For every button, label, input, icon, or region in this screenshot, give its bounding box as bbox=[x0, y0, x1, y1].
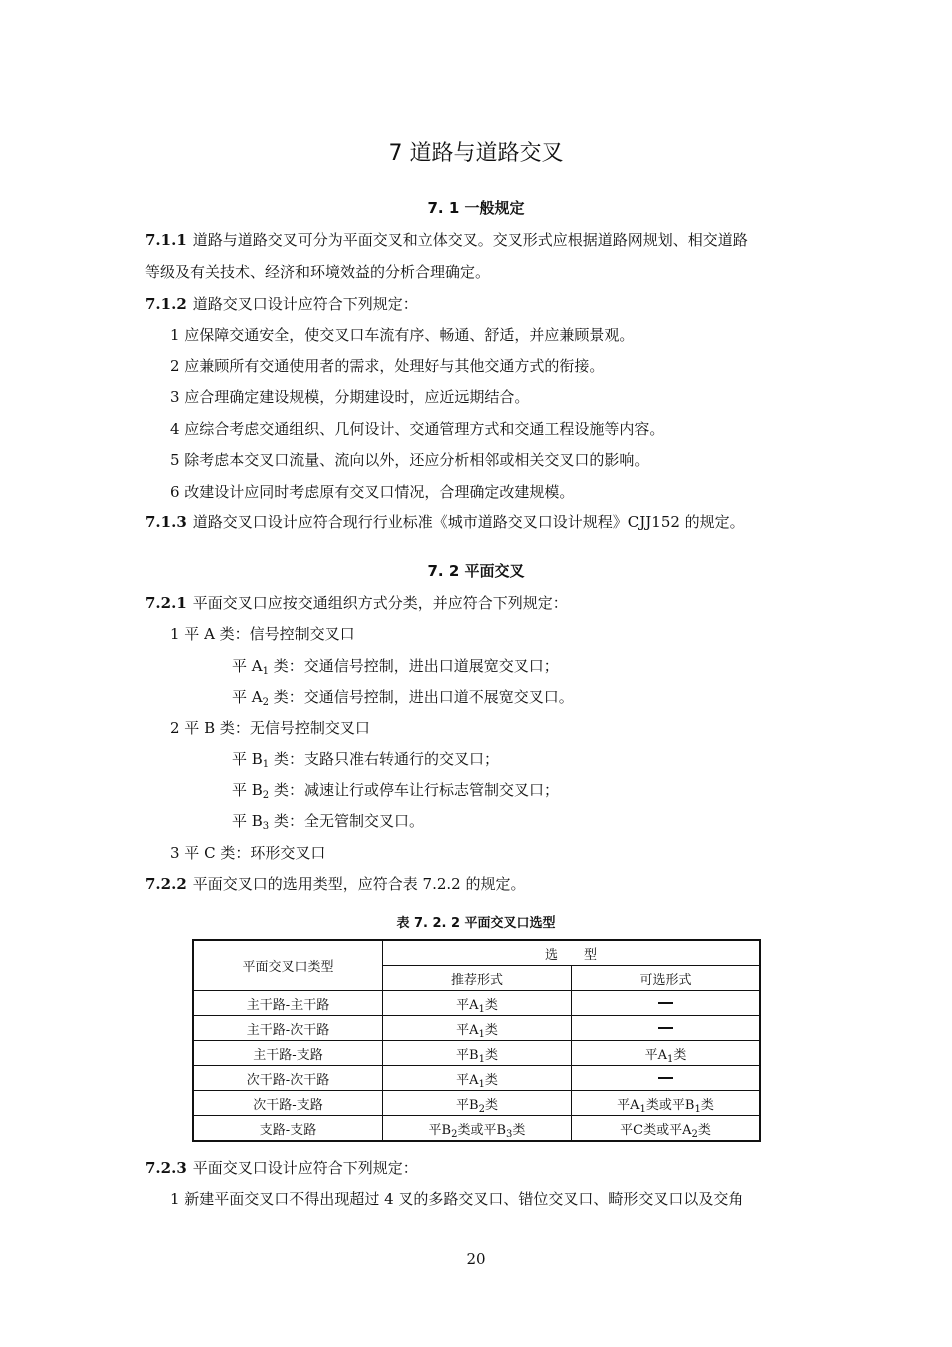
cell-type: 次干路-次干路 bbox=[193, 1066, 383, 1091]
cell-type: 主干路-主干路 bbox=[193, 991, 383, 1016]
list-item: 4 应综合考虑交通组织、几何设计、交通管理方式和交通工程设施等内容。 bbox=[170, 420, 665, 438]
sub-item-b2: 平 $B_2$ 类：减速让行或停车让行标志管制交叉口； bbox=[232, 781, 559, 801]
table-row bbox=[193, 1091, 760, 1116]
table-row bbox=[193, 1016, 760, 1041]
sub-item-b1: 平 $B_1$ 类：支路只准右转通行的交叉口； bbox=[232, 750, 499, 770]
list-item: 5 除考虑本交叉口流量、流向以外，还应分析相邻或相关交叉口的影响。 bbox=[170, 451, 650, 469]
table-row bbox=[193, 1041, 760, 1066]
dash-mark bbox=[658, 1002, 673, 1004]
table-header-row bbox=[193, 940, 760, 966]
chapter-title: 7 道路与道路交叉 bbox=[388, 141, 564, 166]
cell-type: 主干路-次干路 bbox=[193, 1016, 383, 1041]
clause-text: 道路交叉口设计应符合现行行业标准《城市道路交叉口设计规程》CJJ152 的规定。 bbox=[192, 513, 745, 531]
cell-optional bbox=[572, 1016, 761, 1041]
list-item: 1 应保障交通安全，使交叉口车流有序、畅通、舒适，并应兼顾景观。 bbox=[170, 326, 635, 344]
clause-number: 7.1.3 bbox=[145, 513, 187, 531]
clause-text: 平面交叉口应按交通组织方式分类，并应符合下列规定： bbox=[192, 594, 568, 612]
cell-recommended: 平$B_2$类或平$B_3$类 bbox=[383, 1116, 572, 1142]
cell-optional: 平C类或平$A_2$类 bbox=[572, 1116, 761, 1142]
cell-type: 主干路-支路 bbox=[193, 1041, 383, 1066]
cell-optional: 平$A_1$类或平$B_1$类 bbox=[572, 1091, 761, 1116]
cell-recommended: 平$B_2$类 bbox=[383, 1091, 572, 1116]
list-item: 2 应兼顾所有交通使用者的需求，处理好与其他交通方式的衔接。 bbox=[170, 357, 605, 375]
cell-recommended: 平$B_1$类 bbox=[383, 1041, 572, 1066]
clause-number: 7.1.1 bbox=[145, 231, 187, 249]
header-optional: 可选形式 bbox=[572, 966, 761, 991]
clause-7-1-3 bbox=[145, 512, 745, 532]
clause-7-1-1-line2: 等级及有关技术、经济和环境效益的分析合理确定。 bbox=[145, 263, 491, 281]
clause-7-2-2 bbox=[145, 874, 525, 894]
sub-item-b3: 平 $B_3$ 类：全无管制交叉口。 bbox=[232, 812, 424, 832]
header-type: 平面交叉口类型 bbox=[193, 940, 383, 991]
clause-7-2-1 bbox=[145, 593, 568, 613]
cell-optional bbox=[572, 1066, 761, 1091]
sub-item-a2: 平 $A_2$ 类：交通信号控制，进出口道不展宽交叉口。 bbox=[232, 688, 574, 708]
clause-7-2-3 bbox=[145, 1158, 418, 1178]
cell-recommended: 平$A_1$类 bbox=[383, 1016, 572, 1041]
clause-number: 7.2.1 bbox=[145, 594, 187, 612]
clause-text: 道路交叉口设计应符合下列规定： bbox=[192, 295, 418, 313]
clause-number: 7.2.3 bbox=[145, 1159, 187, 1177]
dash-mark bbox=[658, 1077, 673, 1079]
clause-7-1-2 bbox=[145, 294, 418, 314]
selection-table bbox=[192, 939, 761, 1142]
clause-text: 平面交叉口设计应符合下列规定： bbox=[192, 1159, 418, 1177]
cell-recommended: 平$A_1$类 bbox=[383, 1066, 572, 1091]
table-row bbox=[193, 1116, 760, 1142]
clause-7-1-1-line1 bbox=[145, 230, 748, 250]
cell-optional: 平$A_1$类 bbox=[572, 1041, 761, 1066]
table-row bbox=[193, 1066, 760, 1091]
clause-text: 平面交叉口的选用类型，应符合表 7.2.2 的规定。 bbox=[192, 875, 526, 893]
header-selection: 选 型 bbox=[383, 940, 761, 966]
table-row bbox=[193, 991, 760, 1016]
section-title-7-1: 7. 1 一般规定 bbox=[427, 199, 525, 217]
list-item: 6 改建设计应同时考虑原有交叉口情况，合理确定改建规模。 bbox=[170, 483, 575, 501]
table-title: 表 7. 2. 2 平面交叉口选型 bbox=[396, 916, 556, 931]
clause-number: 7.2.2 bbox=[145, 875, 187, 893]
page-number: 20 bbox=[466, 1250, 486, 1268]
list-item: 3 平 C 类：环形交叉口 bbox=[170, 844, 326, 862]
cell-type: 支路-支路 bbox=[193, 1116, 383, 1142]
header-recommended: 推荐形式 bbox=[383, 966, 572, 991]
cell-optional bbox=[572, 991, 761, 1016]
section-title-7-2: 7. 2 平面交叉 bbox=[427, 562, 525, 580]
clause-number: 7.1.2 bbox=[145, 295, 187, 313]
clause-text: 道路与道路交叉可分为平面交叉和立体交叉。交叉形式应根据道路网规划、相交道路 bbox=[192, 231, 748, 249]
sub-item-a1: 平 $A_1$ 类：交通信号控制，进出口道展宽交叉口； bbox=[232, 657, 559, 677]
list-item: 1 平 A 类：信号控制交叉口 bbox=[170, 625, 355, 643]
list-item: 2 平 B 类：无信号控制交叉口 bbox=[170, 719, 370, 737]
cell-recommended: 平$A_1$类 bbox=[383, 991, 572, 1016]
list-item: 3 应合理确定建设规模，分期建设时，应近远期结合。 bbox=[170, 388, 530, 406]
cell-type: 次干路-支路 bbox=[193, 1091, 383, 1116]
dash-mark bbox=[658, 1027, 673, 1029]
list-item: 1 新建平面交叉口不得出现超过 4 叉的多路交叉口、错位交叉口、畸形交叉口以及交角 bbox=[170, 1190, 744, 1208]
